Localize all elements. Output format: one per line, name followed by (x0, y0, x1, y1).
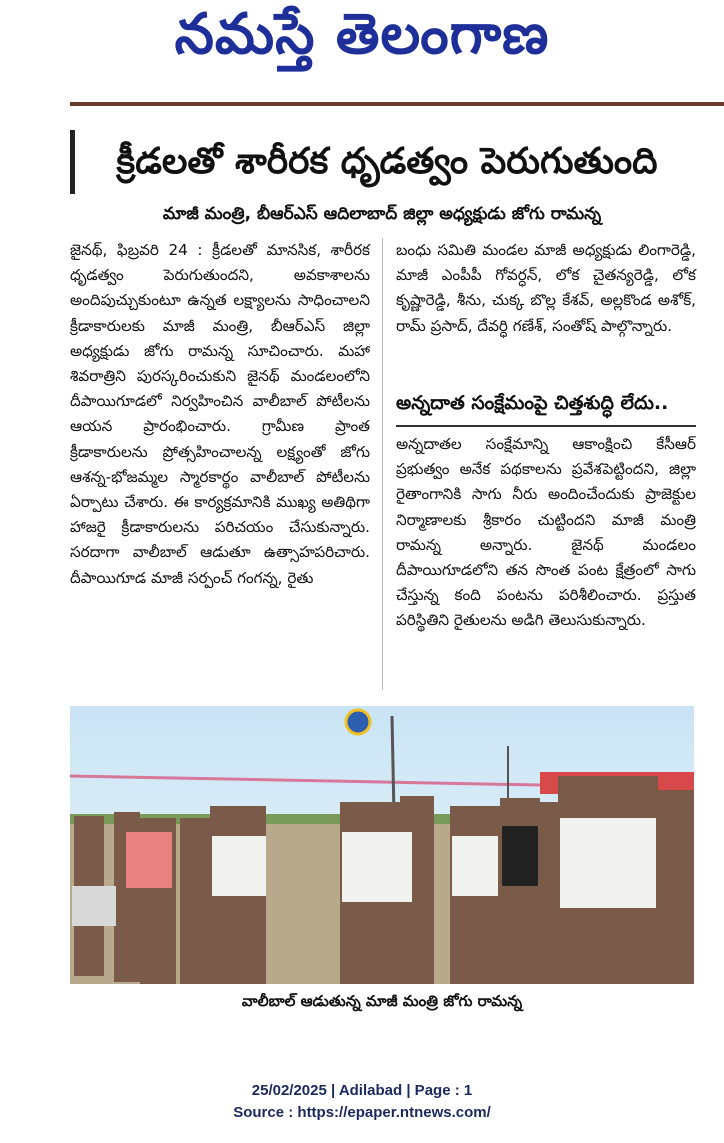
section-heading: అన్నదాత సంక్షేమంపై చిత్తశుద్ధి లేదు.. (396, 392, 669, 414)
photo-caption: వాలీబాల్ ఆడుతున్న మాజీ మంత్రి జోగు రామన్న (241, 992, 523, 1010)
article-headline: క్రీడలతో శారీరక ధృడత్వం పెరుగుతుంది (70, 130, 699, 194)
footer-source: Source : https://epaper.ntnews.com/ (233, 1104, 491, 1121)
section-rule (396, 425, 696, 427)
article-subhead: మాజీ మంత్రి, బీఆర్ఎస్ ఆదిలాబాద్ జిల్లా అధ్యక్షుడు జోగు రామన్న (162, 204, 602, 224)
masthead-rule (70, 102, 724, 106)
article-body-left: జైనథ్, ఫిబ్రవరి 24 : క్రీడలతో మానసిక, శారీరక ధృడత్వం పెరుగుతుందని, అవకాశాలను అందిపుచ్చుకుంటూ ఉన్నత లక్ష్యాలను సాధించాలని క్రీడాకారులకు మాజీ మంత్రి, బీఆర్ఎస్ జిల్లా అధ్యక్షుడు జోగు రామన్న సూచించారు. మహా శివరాత్రిని పురస్కరించుకుని జైనథ్ మండలంలోని దీపాయిగూడలో నిర్వహించిన వాలీబాల్ పోటీలను ఆయన ప్రారంభించారు. గ్రామీణ ప్రాంత క్రీడాకారులను ప్రోత్సహించాలన్న లక్ష్యంతో జోగు ఆశన్న-భోజమ్మల స్మారకార్థం వాలీబాల్ పోటీలను ఏర్పాటు చేశారు. ఈ కార్యక్రమానికి ముఖ్య అతిథిగా హాజరై క్రీడాకారులను పరిచయం చేసుకున్నారు. సరదాగా వాలీబాల్ ఆడుతూ ఉత్సాహపరిచారు. దీపాయిగూడ మాజీ సర్పంచ్ గంగన్న, రైతు (70, 241, 370, 587)
article-body-right-2: అన్నదాతల సంక్షేమాన్ని ఆకాంక్షించి కేసీఆర్ ప్రభుత్వం అనేక పథకాలను ప్రవేశపెట్టిందని, జిల్లా రైతాంగానికి సాగు నీరు అందించేందుకు ప్రాజెక్టుల నిర్మాణాలకు శ్రీకారం చుట్టిందని మాజీ మంత్రి రామన్న అన్నారు. జైనథ్ మండలం దీపాయిగూడలోని తన సొంత పంట క్షేత్రంలో సాగు చేస్తున్న కంది పంటను పరిశీలించారు. ప్రస్తుత పరిస్థితిని రైతులను అడిగి తెలుసుకున్నారు. (396, 435, 696, 630)
article-body-right: బంధు సమితి మండల మాజీ అధ్యక్షుడు లింగారెడ్డి, మాజీ ఎంపీపీ గోవర్ధన్, లోక చైతన్యరెడ్డి, లోక కృష్ణారెడ్డి, శీను, చుక్క బొల్ల కేశవ్, అల్లకొండ అశోక్, రామ్ ప్రసాద్, దేవర్ధి గణేశ్, సంతోష్ పాల్గొన్నారు. (396, 241, 696, 335)
column-divider (382, 238, 383, 690)
footer-date-page: 25/02/2025 | Adilabad | Page : 1 (251, 1082, 473, 1099)
article-photo (70, 706, 694, 984)
masthead (0, 0, 724, 100)
page-footer (0, 1080, 724, 1124)
newspaper-logo: నమస్తే తెలంగాణ (174, 2, 550, 67)
